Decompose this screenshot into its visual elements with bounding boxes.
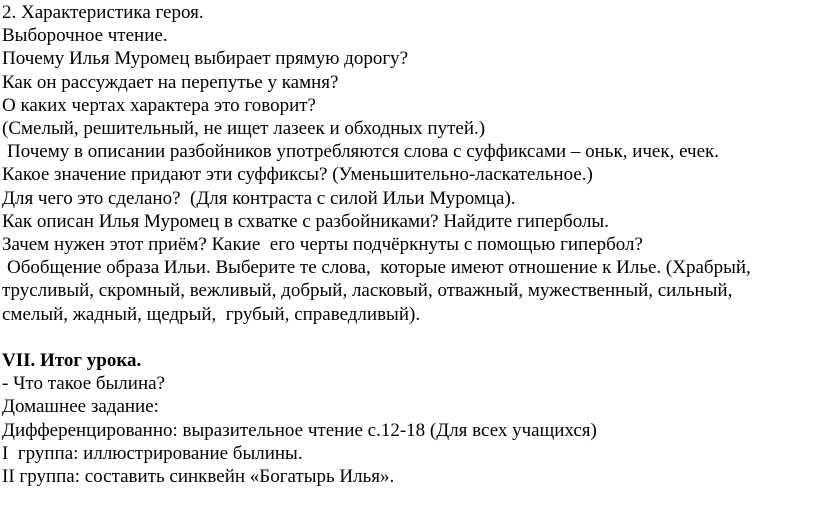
document-page: [2, 1, 814, 488]
question-line: Почему Илья Муромец выбирает прямую дорогу?: [2, 48, 409, 70]
answer-line: (Смелый, решительный, не ищет лазеек и обходных путей.): [2, 118, 486, 140]
homework-label: Домашнее задание:: [2, 396, 159, 418]
question-line: О каких чертах характера это говорит?: [2, 94, 316, 116]
section-heading: VII. Итог урока.: [2, 350, 142, 372]
homework-line: II группа: составить синквейн «Богатырь Илья».: [2, 466, 395, 488]
homework-line: I группа: иллюстрирование былины.: [2, 442, 303, 464]
question-line: Почему в описании разбойников употребляются слова с суффиксами – оньк, ичек, ечек.: [7, 141, 720, 163]
question-line: Какое значение придают эти суффиксы? (Уменьшительно-ласкательное.): [2, 164, 593, 186]
blank-line: [2, 326, 814, 349]
section-heading: 2. Характеристика героя.: [2, 2, 204, 23]
question-line: Зачем нужен этот приём? Какие его черты подчёркнуты с помощью гипербол?: [2, 234, 643, 256]
question-line: Как он рассуждает на перепутье у камня?: [2, 71, 339, 93]
homework-line: Дифференцированно: выразительное чтение с.12-18 (Для всех учащихся): [2, 419, 597, 441]
question-line: - Что такое былина?: [2, 373, 165, 395]
text-line: Выборочное чтение.: [2, 25, 168, 47]
task-line: трусливый, скромный, вежливый, добрый, ласковый, отважный, мужественный, сильный,: [2, 280, 733, 302]
question-line: Для чего это сделано? (Для контраста с силой Ильи Муромца).: [2, 187, 516, 209]
task-line: Обобщение образа Ильи. Выберите те слова, которые имеют отношение к Илье. (Храбрый,: [7, 257, 751, 279]
task-line: смелый, жадный, щедрый, грубый, справедливый).: [2, 303, 421, 325]
question-line: Как описан Илья Муромец в схватке с разбойниками? Найдите гиперболы.: [2, 210, 609, 232]
